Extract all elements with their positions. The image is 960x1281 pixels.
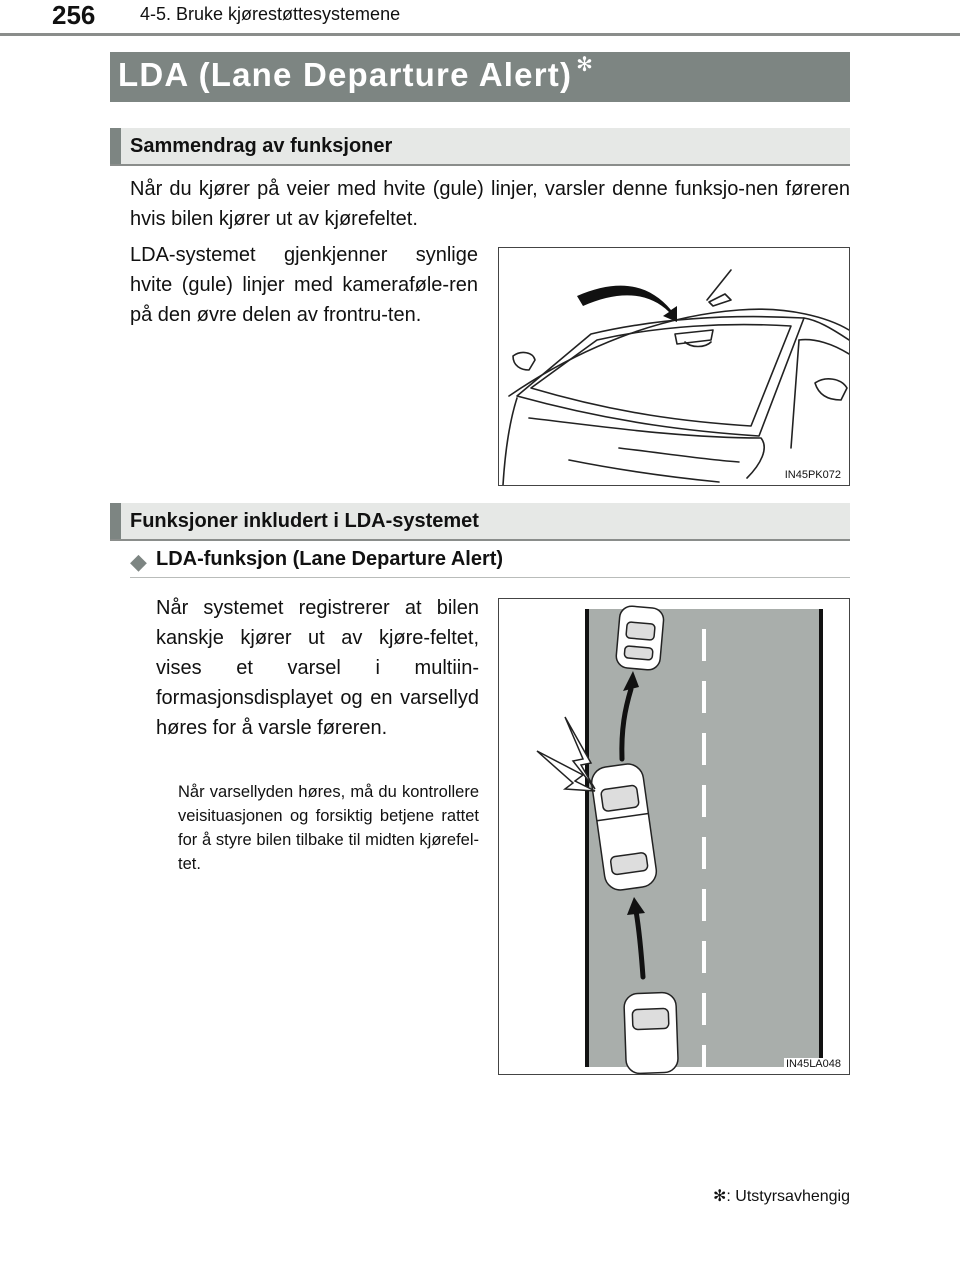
- figure-code: IN45LA048: [785, 1058, 841, 1070]
- section-accent: [110, 503, 121, 539]
- section-included-heading: Funksjoner inkludert i LDA-systemet: [130, 510, 479, 532]
- camera-figure: [498, 247, 850, 486]
- footnote-marker: ✻: [712, 1188, 727, 1205]
- page-title: [118, 56, 594, 94]
- footnote: [700, 1186, 850, 1206]
- diamond-bullet-icon: ◆: [130, 549, 147, 574]
- lane-illustration: [499, 599, 849, 1074]
- subheading-divider: [130, 577, 850, 578]
- lane-departure-figure: [498, 598, 850, 1075]
- figure-code: IN45PK072: [784, 469, 841, 481]
- equipment-marker: ✻: [576, 54, 595, 76]
- page-number: 256: [52, 0, 96, 30]
- section-summary-heading: Sammendrag av funksjoner: [130, 135, 393, 157]
- warning-note: Når varsellyden høres, må du kontrollere veisituasjonen og forsiktig betjene rattet for å styre bilen tilbake til midten kjørefel-tet.: [178, 783, 479, 873]
- intro-paragraph: Når du kjører på veier med hvite (gule) linjer, varsler denne funksjo-nen føreren hvis bilen kjører ut av kjørefeltet.: [130, 178, 850, 230]
- page-title-text: LDA (Lane Departure Alert): [118, 56, 573, 93]
- lda-description: LDA-systemet gjenkjenner synlige hvite (gule) linjer med kameraføle-ren på den øvre delen av frontru-ten.: [130, 244, 478, 326]
- chapter-title: 4-5. Bruke kjørestøttesystemene: [140, 4, 401, 24]
- section-summary-bar: [110, 128, 850, 166]
- header-divider: [0, 33, 960, 36]
- lda-function-heading: LDA-funksjon (Lane Departure Alert): [156, 548, 504, 570]
- lda-function-text: Når systemet registrerer at bilen kanskje kjører ut av kjøre-feltet, vises et varsel i multiin-formasjonsdisplayet og en varsellyd høres for å varsle føreren.: [156, 597, 479, 739]
- footnote-text: : Utstyrsavhengig: [726, 1188, 850, 1205]
- windshield-illustration: [499, 248, 849, 485]
- section-accent: [110, 128, 121, 164]
- section-included-bar: [110, 503, 850, 541]
